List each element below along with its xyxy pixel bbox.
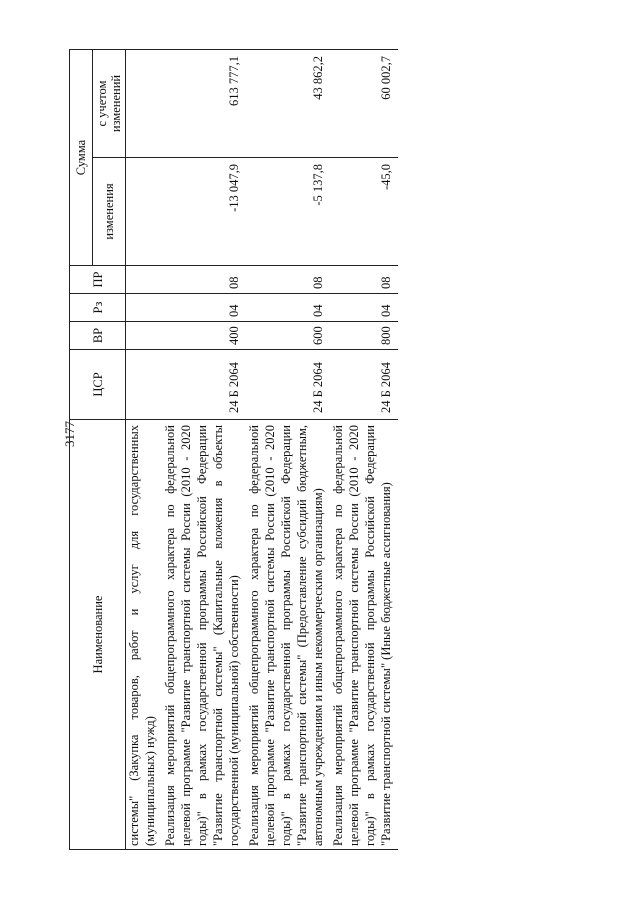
row-change [126, 158, 163, 266]
row-change: -45,0 [330, 158, 398, 266]
row-rz [126, 294, 163, 322]
table-row [246, 50, 330, 850]
row-pr: 08 [162, 266, 246, 294]
row-name: Реализация мероприятий общепрограммного характера по федеральной целевой программе "Развитие транспортной системы России (2010 - 2020 годы)" в рамках государственной программы Российской Федерации "Развитие транспортной системы" (Иные бюджетные ассигнования) [330, 420, 398, 850]
budget-table [69, 49, 398, 850]
header-rz: Рз [70, 294, 126, 322]
row-total [126, 50, 163, 158]
row-vr: 600 [246, 322, 330, 350]
header-sum: Сумма [70, 50, 93, 266]
header-name: Наименование [70, 420, 126, 850]
header-change: изменения [93, 158, 126, 266]
row-rz: 04 [246, 294, 330, 322]
row-pr: 08 [246, 266, 330, 294]
row-name: Реализация мероприятий общепрограммного характера по федеральной целевой программе "Развитие транспортной системы России (2010 - 2020 годы)" в рамках государственной программы Российской Федерации "Развитие транспортной системы" (Предоставление субсидий бюджетным, автономным учреждениям и иным некоммерческим организациям) [246, 420, 330, 850]
row-total: 613 777,1 [162, 50, 246, 158]
row-csr: 24 Б 2064 [162, 350, 246, 420]
table-row [330, 50, 398, 850]
row-change: -5 137,8 [246, 158, 330, 266]
row-rz: 04 [162, 294, 246, 322]
header-pr: ПР [70, 266, 126, 294]
header-csr: ЦСР [70, 350, 126, 420]
row-change: -13 047,9 [162, 158, 246, 266]
row-csr: 24 Б 2064 [246, 350, 330, 420]
table-header [70, 50, 126, 850]
table-row [162, 50, 246, 850]
row-pr: 08 [330, 266, 398, 294]
table-row [126, 50, 163, 850]
page-number: 3177 [62, 421, 77, 447]
row-pr [126, 266, 163, 294]
header-vr: ВР [70, 322, 126, 350]
row-vr [126, 322, 163, 350]
row-name: системы" (Закупка товаров, работ и услуг для государственных (муниципальных) нужд) [126, 420, 163, 850]
row-csr: 24 Б 2064 [330, 350, 398, 420]
budget-table-container [69, 50, 569, 850]
row-vr: 800 [330, 322, 398, 350]
row-rz: 04 [330, 294, 398, 322]
row-total: 60 002,7 [330, 50, 398, 158]
row-vr: 400 [162, 322, 246, 350]
row-total: 43 862,2 [246, 50, 330, 158]
row-name: Реализация мероприятий общепрограммного характера по федеральной целевой программе "Развитие транспортной системы России (2010 - 2020 годы)" в рамках государственной программы Российской Федерации "Развитие транспортной системы" (Капитальные вложения в объекты государственной (муниципальной) собственности) [162, 420, 246, 850]
header-with-changes: с учетом изменений [93, 50, 126, 158]
row-csr [126, 350, 163, 420]
